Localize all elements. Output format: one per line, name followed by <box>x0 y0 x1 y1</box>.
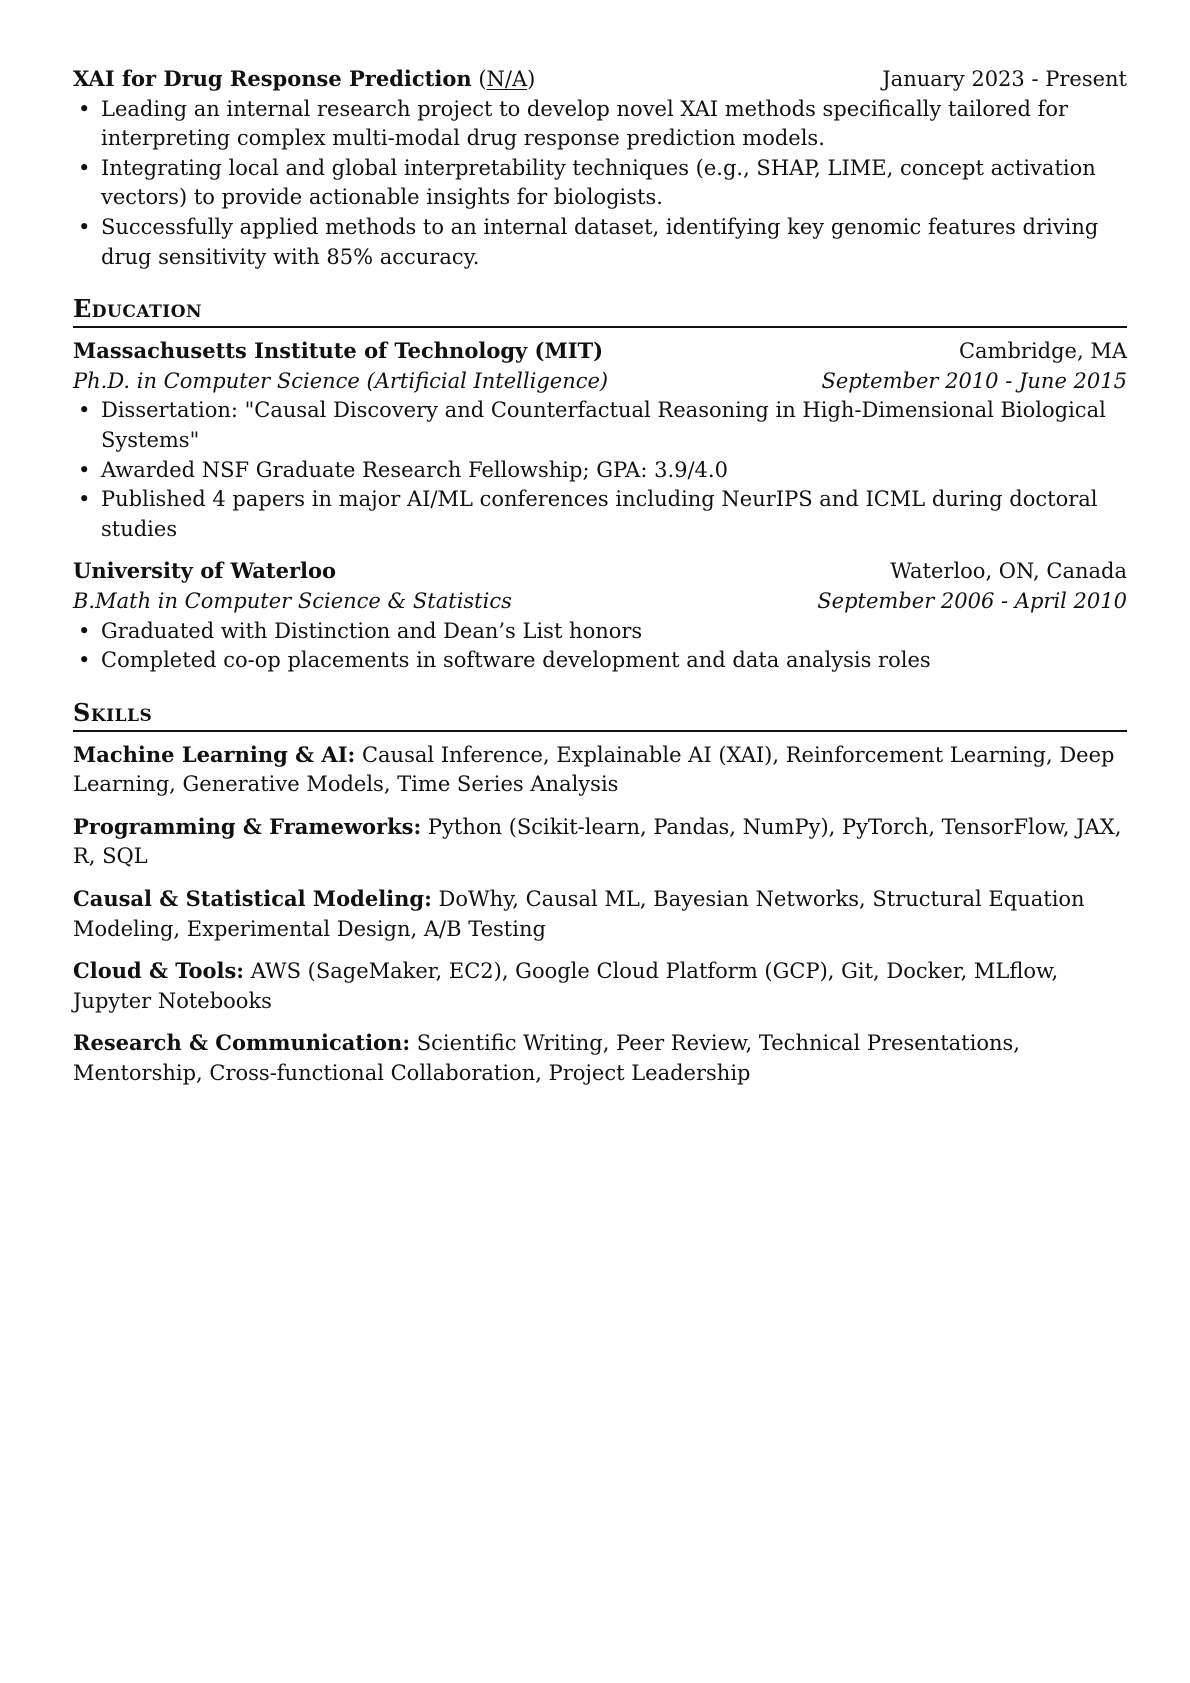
list-item: • Leading an internal research project to develop novel XAI methods specifically tailored for interpreting complex multi-modal drug response prediction models. <box>73 95 1127 154</box>
education-dates: September 2006 - April 2010 <box>817 588 1127 613</box>
skill-category: Research & Communication: <box>73 1030 411 1056</box>
institution-name: Massachusetts Institute of Technology (MIT) <box>73 338 604 364</box>
project-link[interactable]: N/A <box>486 67 528 91</box>
list-item: • Dissertation: "Causal Discovery and Counterfactual Reasoning in High-Dimensional Biological Systems" <box>73 396 1127 455</box>
project-title-line <box>73 64 535 95</box>
project-entry <box>73 64 1127 272</box>
education-bullets <box>73 617 1127 676</box>
education-subheader <box>73 587 1127 617</box>
resume-page <box>73 64 1127 1101</box>
education-entry-mit <box>73 336 1127 544</box>
skill-values: Causal Inference, Explainable AI (XAI), Reinforcement Learning, Deep Learning, Generative Models, Time Series Analysis <box>73 742 1115 797</box>
list-item: • Completed co-op placements in software development and data analysis roles <box>73 646 1127 676</box>
skill-row-programming <box>73 812 1127 872</box>
institution-location: Waterloo, ON, Canada <box>890 559 1127 584</box>
education-entry-waterloo <box>73 556 1127 675</box>
project-header <box>73 64 1127 95</box>
skill-category: Causal & Statistical Modeling: <box>73 886 432 912</box>
education-header <box>73 336 1127 367</box>
education-header <box>73 556 1127 587</box>
skills-list <box>73 740 1127 1089</box>
skill-values: Scientific Writing, Peer Review, Technical Presentations, Mentorship, Cross-functional Collaboration, Project Leadership <box>73 1031 1020 1086</box>
skill-values: DoWhy, Causal ML, Bayesian Networks, Structural Equation Modeling, Experimental Design, A/B Testing <box>73 887 1085 941</box>
degree-name: Ph.D. in Computer Science (Artificial Intelligence) <box>73 368 609 393</box>
skill-row-research <box>73 1028 1127 1088</box>
skill-values: Python (Scikit-learn, Pandas, NumPy), PyTorch, TensorFlow, JAX, R, SQL <box>73 814 1122 869</box>
skill-row-cloud <box>73 956 1127 1016</box>
project-bullets <box>73 95 1127 273</box>
list-item: • Published 4 papers in major AI/ML conferences including NeurIPS and ICML during doctoral studies <box>73 485 1127 544</box>
institution-name: University of Waterloo <box>73 558 337 584</box>
project-link-close: ) <box>527 67 536 91</box>
skill-row-ml <box>73 740 1127 800</box>
project-dates: January 2023 - Present <box>882 67 1127 91</box>
skill-category: Cloud & Tools: <box>73 958 245 984</box>
education-dates: September 2010 - June 2015 <box>821 368 1127 393</box>
project-title: XAI for Drug Response Prediction <box>73 66 472 91</box>
skill-row-causal <box>73 884 1127 944</box>
list-item: • Integrating local and global interpretability techniques (e.g., SHAP, LIME, concept activation vectors) to provide actionable insights for biologists. <box>73 154 1127 213</box>
degree-name: B.Math in Computer Science & Statistics <box>73 588 512 613</box>
project-link-open: ( <box>471 67 487 91</box>
list-item: • Successfully applied methods to an internal dataset, identifying key genomic features driving drug sensitivity with 85% accuracy. <box>73 213 1127 272</box>
education-subheader <box>73 367 1127 397</box>
skill-category: Programming & Frameworks: <box>73 813 422 839</box>
list-item: • Awarded NSF Graduate Research Fellowship; GPA: 3.9/4.0 <box>73 456 1127 486</box>
skills-heading: Skills <box>73 698 1127 732</box>
education-heading: Education <box>73 294 1127 328</box>
skill-category: Machine Learning & AI: <box>73 741 356 767</box>
institution-location: Cambridge, MA <box>958 339 1127 364</box>
list-item: • Graduated with Distinction and Dean’s List honors <box>73 617 1127 647</box>
skill-values: AWS (SageMaker, EC2), Google Cloud Platform (GCP), Git, Docker, MLflow, Jupyter Notebooks <box>73 959 1059 1013</box>
education-bullets <box>73 396 1127 544</box>
